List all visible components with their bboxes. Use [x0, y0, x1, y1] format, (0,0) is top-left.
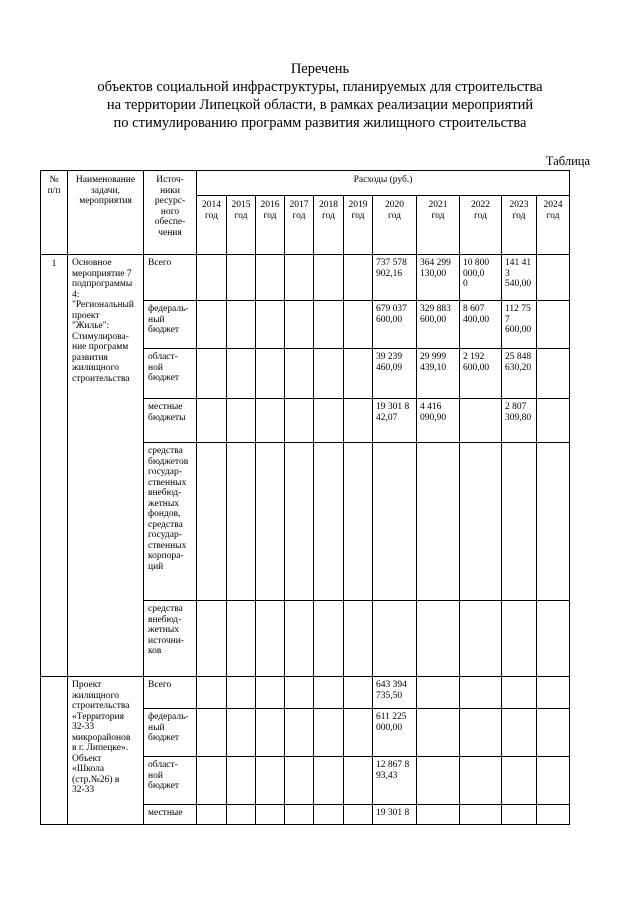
expense-value: 643 394 735,50 [373, 677, 417, 709]
title-line: по стимулированию программ развития жилищного строительства [113, 115, 527, 131]
expense-value [460, 399, 502, 443]
expense-value [502, 757, 537, 805]
expense-value [314, 443, 344, 601]
header-year: 2014 год [197, 196, 227, 255]
activity-name: Проект жилищного строительства «Территория 32-33 микрорайонов в г. Липецке». Объект «Школа (стр.№26) в 32-33 [68, 677, 144, 825]
expense-value [285, 709, 314, 757]
expense-value [417, 443, 460, 601]
expense-value [502, 443, 537, 601]
row-number [41, 677, 68, 825]
title-line: на территории Липецкой области, в рамках реализации мероприятий [106, 97, 534, 113]
expense-value: 141 41 3 540,00 [502, 255, 537, 301]
funding-source: местные [144, 805, 197, 825]
expense-value [537, 255, 570, 301]
expense-value [537, 601, 570, 677]
expense-value [460, 805, 502, 825]
header-year: 2021 год [417, 196, 460, 255]
funding-source: федераль- ный бюджет [144, 709, 197, 757]
expense-value [197, 443, 227, 601]
expense-value [285, 677, 314, 709]
expense-value [460, 709, 502, 757]
expense-value: 2 807 309,80 [502, 399, 537, 443]
expense-value [227, 805, 256, 825]
expense-value [417, 677, 460, 709]
header-name: Наименование задачи, мероприятия [68, 171, 144, 255]
header-year: 2020 год [373, 196, 417, 255]
expense-value [197, 301, 227, 349]
expense-value: 12 867 8 93,43 [373, 757, 417, 805]
title-line: объектов социальной инфраструктуры, планируемых для строительства [97, 79, 543, 95]
expense-value [537, 805, 570, 825]
expense-value [417, 601, 460, 677]
expense-value [256, 301, 285, 349]
expense-value: 364 299 130,00 [417, 255, 460, 301]
expense-value [537, 677, 570, 709]
expense-value [197, 601, 227, 677]
expense-value: 2 192 600,00 [460, 349, 502, 399]
expense-value: 611 225 000,00 [373, 709, 417, 757]
expense-value [314, 601, 344, 677]
expense-value [460, 757, 502, 805]
header-year: 2016 год [256, 196, 285, 255]
expense-value [344, 805, 373, 825]
expense-value [502, 601, 537, 677]
expense-value [227, 399, 256, 443]
expense-value [314, 709, 344, 757]
header-year: 2023 год [502, 196, 537, 255]
funding-source: местные бюджеты [144, 399, 197, 443]
expense-value [314, 399, 344, 443]
expense-value [197, 399, 227, 443]
expense-value [285, 349, 314, 399]
expense-value [460, 601, 502, 677]
expense-value [256, 349, 285, 399]
header-expenses: Расходы (руб.) [197, 171, 570, 196]
expense-value [537, 301, 570, 349]
title-line: Перечень [290, 61, 350, 77]
expense-value [344, 677, 373, 709]
expense-value [344, 399, 373, 443]
funding-source: област- ной бюджет [144, 757, 197, 805]
expense-value [197, 709, 227, 757]
expense-value [227, 301, 256, 349]
expense-value: 19 301 8 [373, 805, 417, 825]
expense-value: 29 999 439,10 [417, 349, 460, 399]
funding-source: федераль- ный бюджет [144, 301, 197, 349]
expense-value [285, 601, 314, 677]
expense-value [256, 255, 285, 301]
header-num: № п/п [41, 171, 68, 255]
expense-value [197, 805, 227, 825]
expense-value [256, 757, 285, 805]
expense-value: 39 239 460,09 [373, 349, 417, 399]
expense-value [373, 443, 417, 601]
header-year: 2017 год [285, 196, 314, 255]
expense-value [460, 677, 502, 709]
expense-value [502, 677, 537, 709]
activity-name: Основное мероприятие 7 подпрограммы 4: "Региональный проект "Жилье": Стимулирова- ние программ развития жилищного строительства [68, 255, 144, 677]
expense-value: 737 578 902,16 [373, 255, 417, 301]
expense-value [256, 677, 285, 709]
expense-value [314, 255, 344, 301]
expense-value [344, 301, 373, 349]
expense-value [537, 399, 570, 443]
expense-value: 329 883 600,00 [417, 301, 460, 349]
expense-value [197, 757, 227, 805]
table-caption: Таблица [545, 154, 590, 168]
expense-value [227, 601, 256, 677]
expense-value [502, 805, 537, 825]
expense-value: 25 848 630,20 [502, 349, 537, 399]
header-year: 2024 год [537, 196, 570, 255]
expense-value [537, 443, 570, 601]
funding-source: средства бюджетов государ- ственных внебюд- жетных фондов, средства государ- ственных корпора- ций [144, 443, 197, 601]
expense-value [197, 349, 227, 399]
row-number: 1 [41, 255, 68, 677]
expense-value [285, 757, 314, 805]
expenses-table [40, 170, 570, 825]
expense-value [417, 709, 460, 757]
expense-value [256, 399, 285, 443]
expense-value [227, 349, 256, 399]
expense-value [314, 757, 344, 805]
expense-value: 112 75 7 600,00 [502, 301, 537, 349]
expense-value [502, 709, 537, 757]
header-source: Источ- ники ресурс- ного обеспе- чения [144, 171, 197, 255]
expense-value [314, 805, 344, 825]
expense-value [344, 349, 373, 399]
expense-value [417, 805, 460, 825]
expense-value [227, 443, 256, 601]
expense-value [344, 709, 373, 757]
expense-value [227, 757, 256, 805]
expense-value [227, 677, 256, 709]
expense-value [314, 301, 344, 349]
expense-value [227, 709, 256, 757]
expense-value [460, 443, 502, 601]
expense-value [537, 709, 570, 757]
expense-value [256, 443, 285, 601]
funding-source: Всего [144, 677, 197, 709]
expense-value [227, 255, 256, 301]
expense-value [537, 757, 570, 805]
document-title [0, 60, 640, 132]
expense-value [344, 443, 373, 601]
expense-value [285, 443, 314, 601]
table-row [41, 677, 570, 709]
expense-value [373, 601, 417, 677]
header-year: 2015 год [227, 196, 256, 255]
expense-value [417, 757, 460, 805]
header-year: 2019 год [344, 196, 373, 255]
expense-value [197, 677, 227, 709]
expense-value: 10 800 000,0 0 [460, 255, 502, 301]
expense-value [344, 757, 373, 805]
header-year: 2018 год [314, 196, 344, 255]
funding-source: област- ной бюджет [144, 349, 197, 399]
expense-value [285, 301, 314, 349]
expense-value [285, 255, 314, 301]
expense-value [344, 601, 373, 677]
expense-value [285, 805, 314, 825]
expense-value [314, 349, 344, 399]
expense-value: 8 607 400,00 [460, 301, 502, 349]
expense-value: 4 416 090,90 [417, 399, 460, 443]
funding-source: Всего [144, 255, 197, 301]
expense-value [256, 601, 285, 677]
table-row [41, 255, 570, 301]
expense-value [314, 677, 344, 709]
funding-source: средства внебюд- жетных источни- ков [144, 601, 197, 677]
expense-value: 679 037 600,00 [373, 301, 417, 349]
expense-value [256, 805, 285, 825]
header-year: 2022 год [460, 196, 502, 255]
expense-value [256, 709, 285, 757]
expense-value: 19 301 8 42,07 [373, 399, 417, 443]
expense-value [285, 399, 314, 443]
expense-value [537, 349, 570, 399]
expense-value [344, 255, 373, 301]
expense-value [197, 255, 227, 301]
